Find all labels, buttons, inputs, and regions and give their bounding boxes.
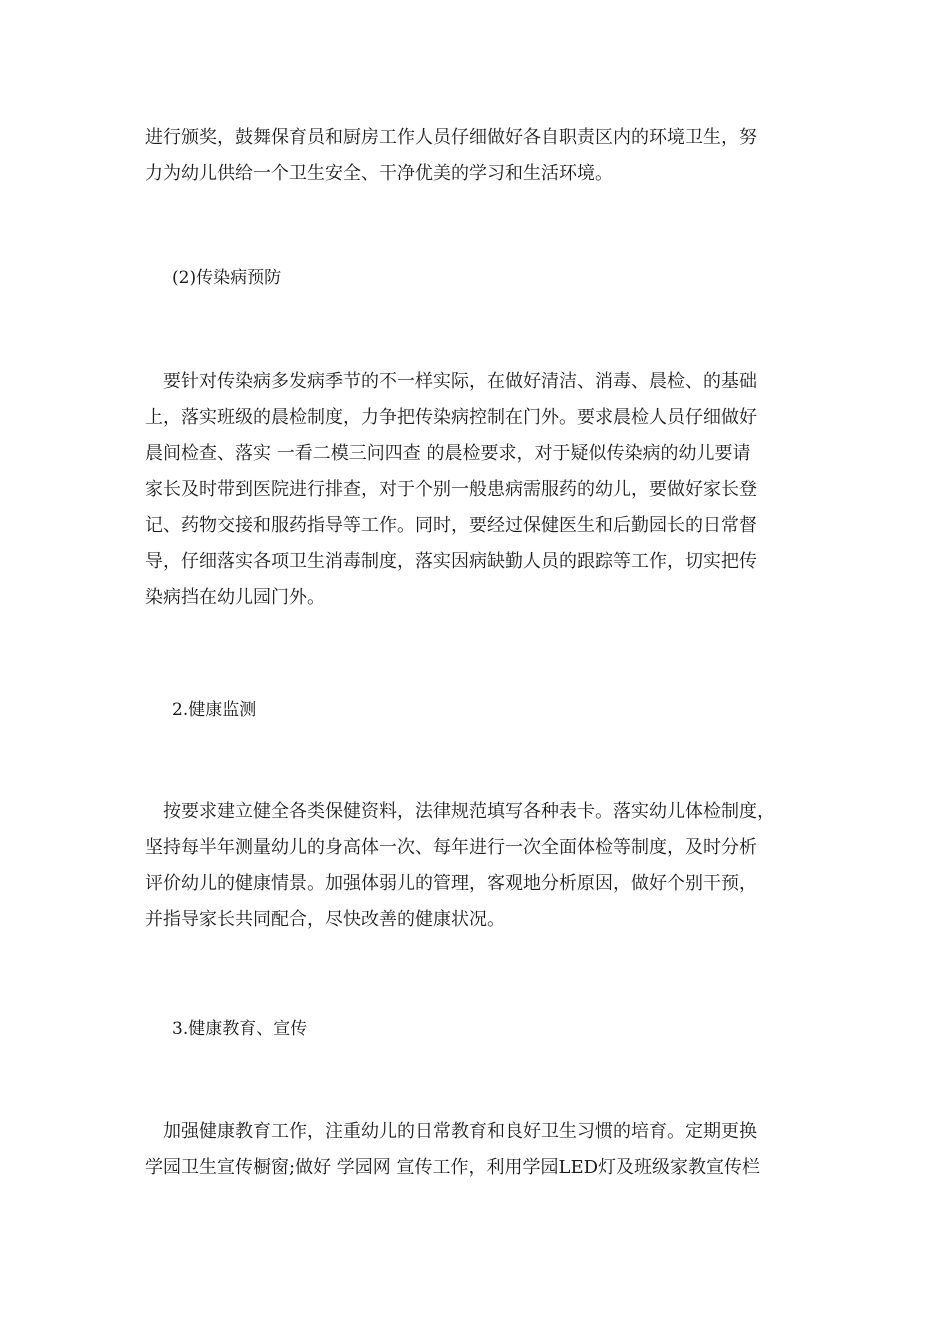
text-line: 学园卫生宣传橱窗;做好 学园网 宣传工作，利用学园LED灯及班级家教宣传栏 [145,1157,761,1178]
paragraph-environment-hygiene [145,120,825,192]
paragraph-infectious-disease-prevention [145,364,825,616]
text-line: 导，仔细落实各项卫生消毒制度，落实因病缺勤人员的跟踪等工作，切实把传 [145,551,757,572]
text-line: 力为幼儿供给一个卫生安全、干净优美的学习和生活环境。 [145,163,613,184]
paragraph-health-monitoring [145,794,825,938]
text-line: 要针对传染病多发病季节的不一样实际，在做好清洁、消毒、晨检、的基础 [145,371,757,392]
text-line: 按要求建立健全各类保健资料，法律规范填写各种表卡。落实幼儿体检制度， [145,801,775,822]
text-line: 上，落实班级的晨检制度，力争把传染病控制在门外。要求晨检人员仔细做好 [145,407,757,428]
text-line: 进行颁奖，鼓舞保育员和厨房工作人员仔细做好各自职责区内的环境卫生，努 [145,127,757,148]
text-line: 记、药物交接和服药指导等工作。同时，要经过保健医生和后勤园长的日常督 [145,515,757,536]
text-line: 晨间检查、落实 一看二模三问四查 的晨检要求，对于疑似传染病的幼儿要请 [145,443,751,464]
text-line: 加强健康教育工作，注重幼儿的日常教育和良好卫生习惯的培育。定期更换 [145,1121,757,1142]
paragraph-health-education [145,1114,825,1186]
text-line: 坚持每半年测量幼儿的身高体一次、每年进行一次全面体检等制度，及时分析 [145,837,757,858]
text-line: 染病挡在幼儿园门外。 [145,587,325,608]
text-line: 评价幼儿的健康情景。加强体弱儿的管理，客观地分析原因，做好个别干预， [145,873,757,894]
heading-health-education: 3.健康教育、宣传 [172,1019,308,1039]
text-line: 并指导家长共同配合，尽快改善的健康状况。 [145,909,505,930]
heading-infectious-disease-prevention: (2)传染病预防 [172,268,282,288]
text-line: 家长及时带到医院进行排查，对于个别一般患病需服药的幼儿，要做好家长登 [145,479,757,500]
heading-health-monitoring: 2.健康监测 [172,700,257,720]
